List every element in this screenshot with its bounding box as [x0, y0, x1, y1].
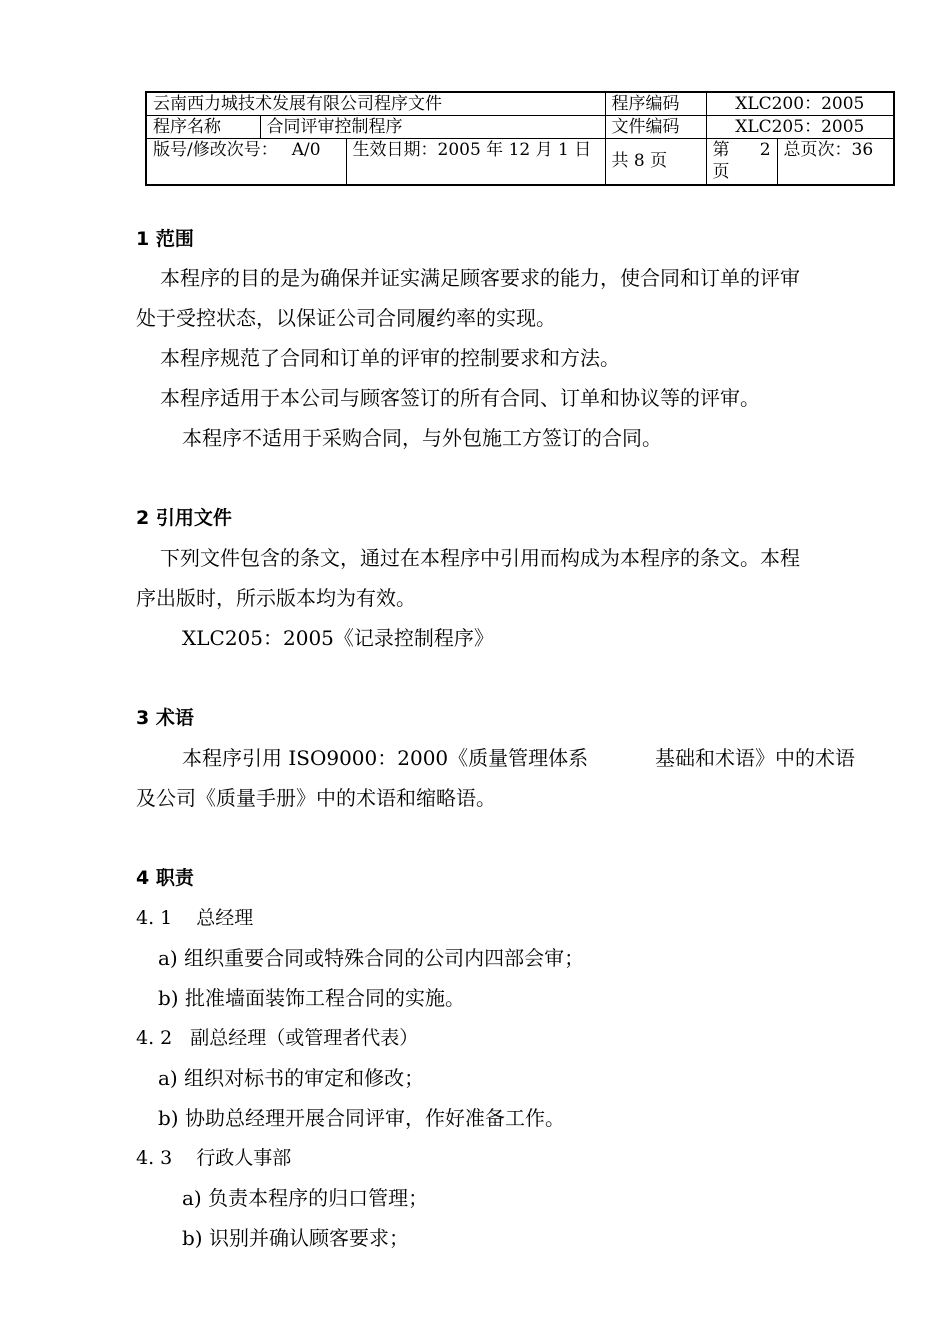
subsection-4-1-item-b: b) 批准墙面装饰工程合同的实施。 [158, 986, 465, 1010]
company-doc-title: 云南西力城技术发展有限公司程序文件 [146, 92, 605, 116]
total-pages: 共 8 页 [605, 139, 706, 185]
section-1-para-3: 本程序适用于本公司与顾客签订的所有合同、订单和协议等的评审。 [160, 386, 760, 410]
section-4-title: 4 职责 [136, 867, 194, 889]
version-value: A/0 [291, 140, 321, 160]
subsection-4-1-number: 4. 1 [136, 907, 173, 929]
total-page-count: 总页次：36 [777, 139, 894, 185]
section-1-para-1-line-1: 本程序的目的是为确保并证实满足顾客要求的能力，使合同和订单的评审 [160, 266, 800, 290]
version-cell [146, 139, 346, 185]
subsection-4-2-number: 4. 2 [136, 1027, 173, 1049]
section-1-title: 1 范围 [136, 228, 194, 250]
section-1-para-2: 本程序规范了合同和订单的评审的控制要求和方法。 [160, 346, 620, 370]
effective-date: 生效日期：2005 年 12 月 1 日 [346, 139, 605, 185]
prog-name-label: 程序名称 [146, 116, 260, 139]
subsection-4-3-item-a: a) 负责本程序的归口管理； [182, 1186, 429, 1210]
subsection-4-2-item-b: b) 协助总经理开展合同评审，作好准备工作。 [158, 1106, 565, 1130]
version-label: 版号/修改次号： [153, 140, 278, 160]
section-3-title: 3 术语 [136, 707, 194, 729]
file-code-label: 文件编码 [605, 116, 706, 139]
subsection-4-3 [136, 1145, 291, 1171]
header-row-1 [146, 92, 894, 116]
page-number-cell [706, 139, 777, 185]
section-3-para-1-line-1b: 基础和术语》中的术语 [655, 746, 855, 770]
prog-code-value: XLC200：2005 [706, 92, 894, 116]
section-3-para-1-line-1a: 本程序引用 ISO9000：2000《质量管理体系 [182, 746, 589, 770]
subsection-4-2 [136, 1025, 418, 1051]
section-2-para-2: XLC205：2005《记录控制程序》 [182, 626, 494, 650]
subsection-4-3-title: 行政人事部 [196, 1147, 292, 1169]
section-1-para-4: 本程序不适用于采购合同，与外包施工方签订的合同。 [182, 426, 662, 450]
subsection-4-2-item-a: a) 组织对标书的审定和修改； [158, 1066, 425, 1090]
section-2-para-1-line-2: 序出版时，所示版本均为有效。 [136, 586, 416, 610]
subsection-4-1-item-a: a) 组织重要合同或特殊合同的公司内四部会审； [158, 946, 585, 970]
subsection-4-3-number: 4. 3 [136, 1147, 173, 1169]
page-number: 2 [759, 140, 771, 160]
document-header-table [145, 91, 895, 186]
subsection-4-3-item-b: b) 识别并确认顾客要求； [182, 1226, 409, 1250]
section-2-para-1-line-1: 下列文件包含的条文，通过在本程序中引用而构成为本程序的条文。本程 [160, 546, 800, 570]
page-label-2: 页 [712, 162, 730, 182]
header-row-3 [146, 139, 894, 185]
page-label-1: 第 [712, 140, 730, 160]
header-row-2 [146, 116, 894, 139]
section-1-para-1-line-2: 处于受控状态，以保证公司合同履约率的实现。 [136, 306, 556, 330]
section-3-para-1-line-2: 及公司《质量手册》中的术语和缩略语。 [136, 786, 496, 810]
subsection-4-2-title: 副总经理（或管理者代表） [190, 1027, 419, 1049]
file-code-value: XLC205：2005 [706, 116, 894, 139]
prog-code-label: 程序编码 [605, 92, 706, 116]
section-2-title: 2 引用文件 [136, 507, 232, 529]
subsection-4-1 [136, 905, 253, 931]
subsection-4-1-title: 总经理 [196, 907, 254, 929]
prog-name-value: 合同评审控制程序 [260, 116, 605, 139]
